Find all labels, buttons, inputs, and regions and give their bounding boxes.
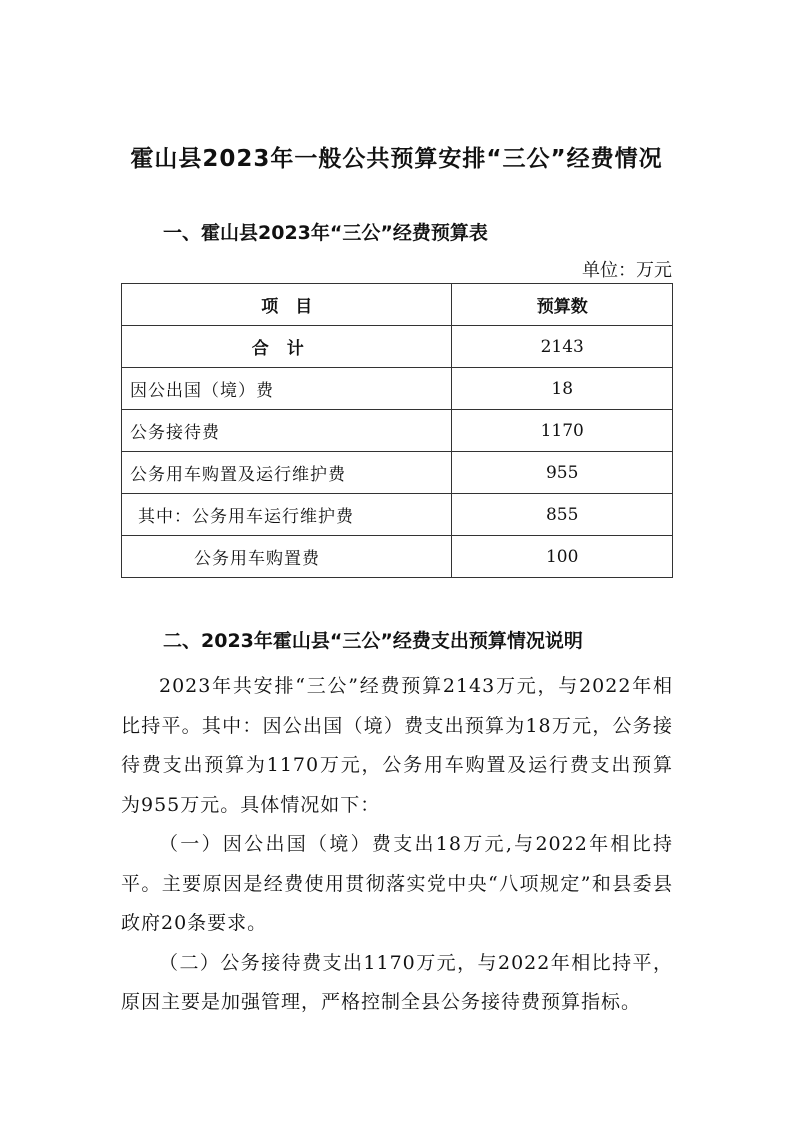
row-value: 100: [452, 536, 673, 578]
section-2-heading: 二、2023年霍山县“三公”经费支出预算情况说明: [163, 630, 583, 652]
column-header-item: 项 目: [122, 284, 452, 326]
row-item-label: 公务用车购置及运行维护费: [122, 452, 452, 494]
paragraph-reception: （二）公务接待费支出1170万元，与2022年相比持平，原因主要是加强管理，严格控制全县公务接待费预算指标。: [121, 951, 673, 1013]
table-row: [122, 452, 673, 494]
row-value: 2143: [452, 326, 673, 368]
paragraph-overseas-travel: （一）因公出国（境）费支出18万元,与2022年相比持平。主要原因是经费使用贯彻落实党中央“八项规定”和县委县政府20条要求。: [121, 833, 673, 934]
table-header-row: [122, 284, 673, 326]
table-row: [122, 368, 673, 410]
section-1-heading: 一、霍山县2023年“三公”经费预算表: [163, 222, 488, 244]
row-value: 855: [452, 494, 673, 536]
budget-table: [121, 283, 673, 578]
row-item-label: 因公出国（境）费: [122, 368, 452, 410]
table-row: [122, 410, 673, 452]
table-row: [122, 326, 673, 368]
row-item-label: 公务用车购置费: [122, 536, 452, 578]
row-value: 955: [452, 452, 673, 494]
column-header-budget: 预算数: [452, 284, 673, 326]
table-row: [122, 494, 673, 536]
row-value: 1170: [452, 410, 673, 452]
paragraph-overview: 2023年共安排“三公”经费预算2143万元，与2022年相比持平。其中：因公出国（境）费支出预算为18万元，公务接待费支出预算为1170万元，公务用车购置及运行费支出预算为955万元。具体情况如下：: [121, 675, 673, 816]
row-item-label: 其中：公务用车运行维护费: [122, 494, 452, 536]
row-value: 18: [452, 368, 673, 410]
row-item-label: 公务接待费: [122, 410, 452, 452]
unit-label: 单位：万元: [582, 260, 672, 281]
row-item-label: 合计: [122, 326, 452, 368]
table-row: [122, 536, 673, 578]
explanation-body: [121, 667, 673, 1023]
page-title: 霍山县2023年一般公共预算安排“三公”经费情况: [130, 146, 663, 172]
